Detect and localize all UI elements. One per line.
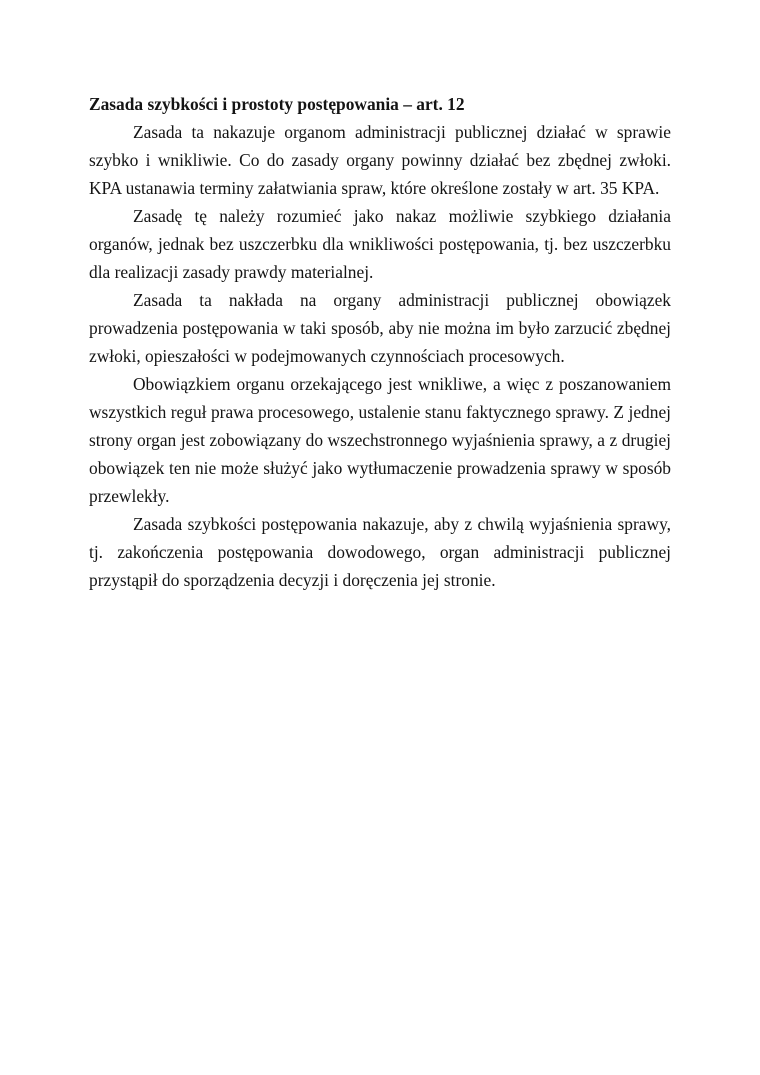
section-heading: Zasada szybkości i prostoty postępowania – art. 12 xyxy=(89,94,465,114)
document-body xyxy=(89,90,671,594)
paragraph-2: Zasadę tę należy rozumieć jako nakaz możliwie szybkiego działania organów, jednak bez uszczerbku dla wnikliwości postępowania, tj. bez uszczerbku dla realizacji zasady prawdy materialnej. xyxy=(89,206,671,282)
paragraph-5: Zasada szybkości postępowania nakazuje, aby z chwilą wyjaśnienia sprawy, tj. zakończenia postępowania dowodowego, organ administracji publicznej przystąpił do sporządzenia decyzji i doręczenia jej stronie. xyxy=(89,514,671,590)
paragraph-3: Zasada ta nakłada na organy administracji publicznej obowiązek prowadzenia postępowania w taki sposób, aby nie można im było zarzucić zbędnej zwłoki, opieszałości w podejmowanych czynnościach procesowych. xyxy=(89,290,671,366)
paragraph-1: Zasada ta nakazuje organom administracji publicznej działać w sprawie szybko i wnikliwie. Co do zasady organy powinny działać bez zbędnej zwłoki. KPA ustanawia terminy załatwiania spraw, które określone zostały w art. 35 KPA. xyxy=(89,122,671,198)
paragraph-4: Obowiązkiem organu orzekającego jest wnikliwe, a więc z poszanowaniem wszystkich reguł prawa procesowego, ustalenie stanu faktycznego sprawy. Z jednej strony organ jest zobowiązany do wszechstronnego wyjaśnienia sprawy, a z drugiej obowiązek ten nie może służyć jako wytłumaczenie prowadzenia sprawy w sposób przewlekły. xyxy=(89,374,671,506)
